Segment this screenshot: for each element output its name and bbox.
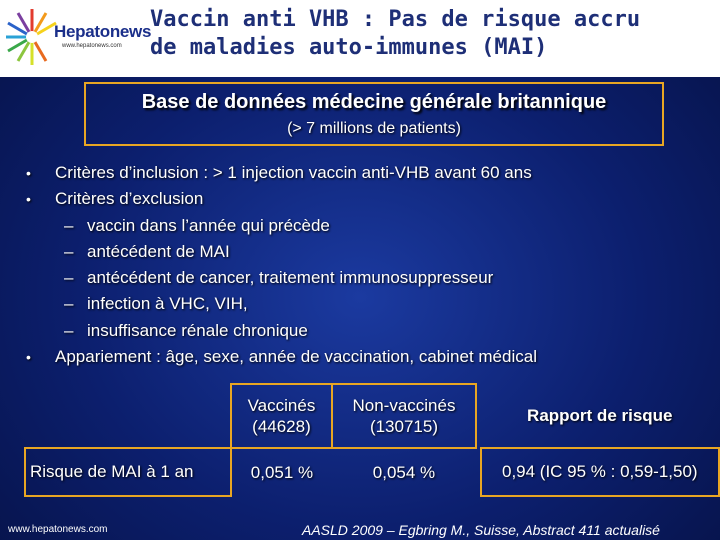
dash-icon: – xyxy=(64,320,74,340)
header-nonvaccinated xyxy=(332,384,475,448)
header-vaccinated xyxy=(231,384,333,448)
sub-bullet xyxy=(26,239,716,265)
vaccinated-value: 0,051 % xyxy=(250,462,314,482)
bullet-matching xyxy=(26,344,716,370)
sub-bullet-text: antécédent de MAI xyxy=(87,241,230,261)
database-box xyxy=(84,82,664,146)
logo-name: Hepatonews xyxy=(54,22,152,41)
sub-bullet xyxy=(26,213,716,239)
bullet-text: Critères d’inclusion : > 1 injection vaccin anti-VHB avant 60 ans xyxy=(55,163,532,182)
risk-ratio-value: 0,94 (IC 95 % : 0,59-1,50) xyxy=(481,448,719,496)
sub-bullet xyxy=(26,265,716,291)
slide-title xyxy=(150,6,710,62)
database-title: Base de données médecine générale britannique xyxy=(141,91,607,113)
nonvaccinated-value: 0,054 % xyxy=(372,462,436,482)
logo-url: www.hepatonews.com xyxy=(62,43,122,49)
slide-title-line-1: Vaccin anti VHB : Pas de risque accru xyxy=(150,7,641,32)
bullet-text: Critères d’exclusion xyxy=(55,189,204,209)
bullet-icon: • xyxy=(26,165,31,181)
sub-bullet xyxy=(26,291,716,317)
row-label: Risque de MAI à 1 an xyxy=(25,448,231,496)
criteria-list xyxy=(26,160,716,370)
dash-icon: – xyxy=(64,241,74,261)
dash-icon: – xyxy=(64,294,74,314)
bullet-icon: • xyxy=(26,349,31,366)
dash-icon: – xyxy=(64,268,74,288)
hepatonews-logo[interactable] xyxy=(6,4,152,70)
table-corner xyxy=(25,384,231,448)
header-risk-ratio: Rapport de risque xyxy=(527,405,673,425)
nonvaccinated-label: Non-vaccinés xyxy=(352,396,456,415)
table-header-row xyxy=(25,384,719,448)
sub-bullet-text: infection à VHC, VIH, xyxy=(87,294,248,314)
vaccinated-label: Vaccinés xyxy=(247,396,316,415)
bullet-icon: • xyxy=(26,191,31,208)
table-row xyxy=(25,448,719,496)
sub-bullet xyxy=(26,318,716,344)
bullet-inclusion xyxy=(26,160,716,186)
sub-bullet-text: insuffisance rénale chronique xyxy=(87,320,308,340)
nonvaccinated-count: (130715) xyxy=(369,417,438,436)
sub-bullet-text: vaccin dans l’année qui précède xyxy=(87,215,330,235)
bullet-exclusion xyxy=(26,186,716,212)
slide-title-line-2: de maladies auto-immunes (MAI) xyxy=(150,35,548,60)
bullet-text: Appariement : âge, sexe, année de vaccination, cabinet médical xyxy=(55,347,537,367)
footer-reference: AASLD 2009 – Egbring M., Suisse, Abstract 411 actualisé xyxy=(302,522,660,538)
header-bar xyxy=(0,0,720,77)
vaccinated-count: (44628) xyxy=(252,417,311,436)
database-subtitle: (> 7 millions de patients) xyxy=(287,120,461,137)
dash-icon: – xyxy=(64,215,74,235)
results-table xyxy=(24,383,720,497)
footer-site-link[interactable]: www.hepatonews.com xyxy=(8,524,108,535)
sub-bullet-text: antécédent de cancer, traitement immunosuppresseur xyxy=(87,268,494,288)
